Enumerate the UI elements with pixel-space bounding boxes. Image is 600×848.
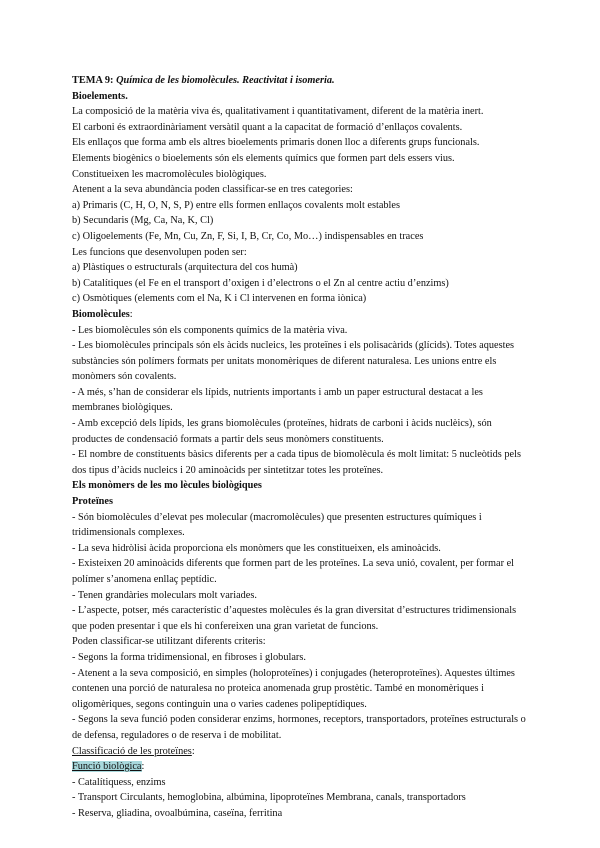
heading-monomers: Els monòmers de les mo lècules biològiques <box>72 480 262 492</box>
list-item: - L’aspecte, potser, més característic d’aquestes molècules és la gran diversitat d’estructures tridimensionals que poden presentar i que els hi confereixen una gran varietat de funcions. <box>72 605 517 632</box>
list-item: - La seva hidròlisi àcida proporciona els monòmers que les constitueixen, els aminoàcids. <box>72 542 441 554</box>
heading-colon: : <box>191 745 195 757</box>
list-item: b) Catalítiques (el Fe en el transport d’oxigen i d’electrons o el Zn al centre actiu d’enzims) <box>72 277 449 289</box>
paragraph: Elements biogènics o bioelements són els elements químics que formen part dels essers vius. <box>72 152 455 164</box>
list-item: - Existeixen 20 aminoàcids diferents que formen part de les proteïnes. La seva unió, covalent, per formar el polímer s’anomena enllaç peptídic. <box>72 558 515 585</box>
paragraph: Els enllaços que forma amb els altres bioelements primaris donen lloc a diferents grups funcionals. <box>72 137 480 149</box>
heading-text: Biomolècules <box>72 308 130 320</box>
heading-biomolecules <box>72 307 528 323</box>
paragraph: La composició de la matèria viva és, qualitativament i quantitativament, diferent de la matèria inert. <box>72 106 484 118</box>
list-item: - Transport Circulants, hemoglobina, albúmina, lipoproteïnes Membrana, canals, transportadors <box>72 792 466 804</box>
document-body <box>72 73 528 822</box>
list-item: a) Primaris (C, H, O, N, S, P) entre ells formen enllaços covalents molt estables <box>72 199 400 211</box>
list-item: - Les biomolècules principals són els àcids nucleics, les proteïnes i els polisacàrids (glícids). Totes aquestes substàncies són polímers formats per unitats monomèriques de diferent naturalesa. Les unions entre els monòmers són covalents. <box>72 340 515 383</box>
paragraph: Poden classificar-se utilitzant diferents criteris: <box>72 636 266 648</box>
list-item: - Amb excepció dels lípids, les grans biomolècules (proteïnes, hidrats de carboni i àcids nuclèics), són productes de condensació formats a partir dels seus monòmers constituents. <box>72 418 492 445</box>
list-item: - Segons la seva funció poden considerar enzims, hormones, receptors, transportadors, proteïnes estructurals o de defensa, reguladores o de reserva i de mobilitat. <box>72 714 526 741</box>
heading-colon: : <box>141 761 145 773</box>
heading-bioelements: Bioelements. <box>72 90 128 102</box>
list-item: - El nombre de constituents bàsics diferents per a cada tipus de biomolècula és molt limitat: 5 nucleòtids pels dos tipus d’àcids nucleics i 20 aminoàcids per sintetitzar totes les proteïnes. <box>72 449 521 476</box>
highlighted-heading: Funció biològica <box>72 761 142 773</box>
heading-text: Classificació de les proteïnes <box>72 745 192 757</box>
heading-funcio <box>72 759 528 775</box>
list-item: c) Osmòtiques (elements com el Na, K i Cl intervenen en forma iònica) <box>72 293 367 305</box>
heading-classificacio <box>72 744 528 760</box>
paragraph: Atenent a la seva abundància poden classificar-se en tres categories: <box>72 184 353 196</box>
paragraph: El carboni és extraordinàriament versàtil quant a la capacitat de formació d’enllaços covalents. <box>72 121 463 133</box>
list-item: - Atenent a la seva composició, en simples (holoproteïnes) i conjugades (heteroproteïnes). Aquestes últimes contenen una porció de naturalesa no proteica anomenada grup prostètic. També en monomèriques i oligomèriques, segons continguin una o varies cadenes polipeptídiques. <box>72 667 515 710</box>
list-item: a) Plàstiques o estructurals (arquitectura del cos humà) <box>72 262 298 274</box>
list-item: - Catalítiquess, enzims <box>72 776 166 788</box>
list-item: c) Oligoelements (Fe, Mn, Cu, Zn, F, Si, I, B, Cr, Co, Mo…) indispensables en traces <box>72 230 424 242</box>
title-prefix: TEMA 9: <box>72 75 114 86</box>
list-item: - Són biomolècules d’elevat pes molecular (macromolècules) que presenten estructures químiques i tridimensionals complexes. <box>72 511 482 539</box>
document-title <box>72 73 528 89</box>
paragraph: Constitueixen les macromolècules biològiques. <box>72 168 267 180</box>
list-item: - Reserva, gliadina, ovoalbúmina, caseïna, ferritina <box>72 807 283 819</box>
paragraph: Les funcions que desenvolupen poden ser: <box>72 246 247 258</box>
heading-colon: : <box>129 308 133 320</box>
list-item: - Les biomolècules són els components químics de la matèria viva. <box>72 324 348 336</box>
list-item: - Segons la forma tridimensional, en fibroses i globulars. <box>72 651 306 663</box>
list-item: - Tenen grandàries moleculars molt variades. <box>72 589 257 601</box>
title-text: Química de les biomolècules. Reactivitat i isomeria. <box>116 75 335 86</box>
list-item: b) Secundaris (Mg, Ca, Na, K, Cl) <box>72 215 214 227</box>
list-item: - A més, s’han de considerar els lípids, nutrients importants i amb un paper estructural destacat a les membranes biològiques. <box>72 386 483 414</box>
heading-proteines: Proteïnes <box>72 496 113 508</box>
